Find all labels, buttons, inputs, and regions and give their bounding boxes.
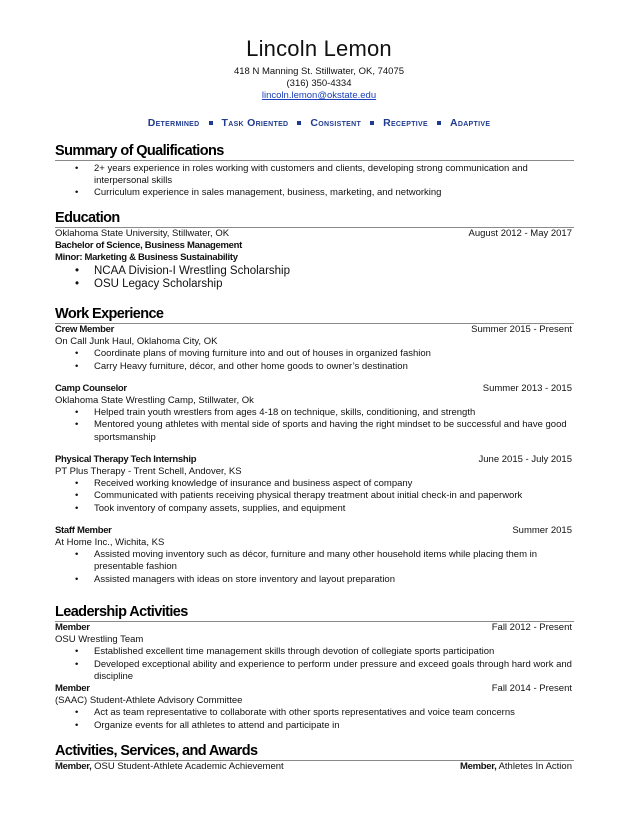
list-item: • Communicated with patients receiving physical therapy treatment about initial check-in and paperwork: [75, 490, 523, 502]
education-section: [55, 209, 574, 292]
section-title: Summary of Qualifications: [55, 142, 574, 161]
job-dates: Summer 2015 - Present: [471, 324, 572, 335]
list-item: • Carry Heavy furniture, décor, and other home goods to owner’s destination: [75, 360, 408, 372]
leadership-section: [55, 603, 574, 732]
list-item: • NCAA Division-I Wrestling Scholarship: [75, 264, 290, 277]
list-item: • Mentored young athletes with mental side of sports and having the right mindset to be successful and have good sportsmanship: [75, 419, 567, 443]
traits-bar: [0, 117, 638, 129]
trait: Task Oriented: [221, 117, 289, 129]
school-name: Oklahoma State University, Stillwater, OK: [55, 228, 230, 239]
bullet-icon: •: [75, 419, 79, 431]
section-title: Work Experience: [55, 305, 574, 324]
job-org: On Call Junk Haul, Oklahoma City, OK: [55, 336, 218, 348]
job-role: Staff Member: [55, 524, 112, 536]
trait: Determined: [147, 117, 200, 129]
bullet-icon: •: [75, 163, 79, 174]
list-item: • OSU Legacy Scholarship: [75, 278, 223, 291]
bullet-icon: •: [75, 360, 79, 372]
bullet-icon: •: [75, 264, 80, 277]
trait: Adaptive: [449, 117, 491, 129]
role-dates: Fall 2012 - Present: [491, 622, 572, 633]
bullet-icon: •: [75, 187, 79, 199]
square-bullet-icon: [370, 121, 374, 125]
list-item: • Curriculum experience in sales management, business, marketing, and networking: [75, 187, 442, 199]
bullet-icon: •: [75, 646, 79, 658]
bullet-icon: •: [75, 478, 79, 490]
email-line: [0, 90, 638, 101]
role-dates: Fall 2014 - Present: [491, 683, 572, 695]
job-role: Crew Member: [55, 324, 114, 335]
activity-right: Member, Athletes In Action: [460, 761, 572, 772]
activities-section: [55, 742, 574, 773]
bullet-icon: •: [75, 348, 79, 360]
list-item: • Act as team representative to collaborate with other sports representatives and voice team concerns: [75, 707, 515, 719]
list-item: • Assisted managers with ideas on store inventory and layout preparation: [75, 573, 396, 585]
job-header: [55, 454, 574, 466]
job-header: [55, 324, 574, 336]
job-header: [55, 525, 574, 537]
list-item: • Developed exceptional ability and experience to perform under pressure and exceed goals through hard work and discipline: [75, 658, 572, 682]
job-dates: Summer 2015: [512, 524, 572, 536]
bullet-icon: •: [75, 490, 79, 502]
section-title: Leadership Activities: [55, 603, 574, 622]
role-title: Member: [55, 622, 90, 633]
activity-left: Member, OSU Student-Athlete Academic Achievement: [55, 761, 284, 772]
list-item: • Received working knowledge of insurance and business aspect of company: [75, 478, 413, 490]
section-title: Activities, Services, and Awards: [55, 742, 574, 761]
job-dates: June 2015 - July 2015: [478, 453, 572, 465]
role-header: [55, 683, 574, 695]
degree: Bachelor of Science, Business Management: [55, 240, 243, 252]
section-title: Education: [55, 209, 574, 228]
job-header: [55, 383, 574, 395]
bullet-icon: •: [75, 407, 79, 419]
list-item: • Assisted moving inventory such as décor, furniture and many other household items while placing them in presentable fashion: [75, 549, 538, 573]
job-role: Camp Counselor: [55, 382, 127, 394]
bullet-icon: •: [75, 707, 79, 719]
bullet-icon: •: [75, 719, 79, 731]
job-org: PT Plus Therapy - Trent Schell, Andover, KS: [55, 466, 242, 478]
bullet-icon: •: [75, 502, 79, 514]
square-bullet-icon: [437, 121, 441, 125]
role-title: Member: [55, 683, 90, 695]
list-item: • Coordinate plans of moving furniture into and out of houses in organized fashion: [75, 348, 431, 360]
bullet-icon: •: [75, 278, 80, 291]
summary-section: [55, 142, 574, 200]
list-item: • 2+ years experience in roles working with customers and clients, developing strong communication and interpersonal skills: [75, 163, 528, 187]
email-link[interactable]: lincoln.lemon@okstate.edu: [261, 90, 377, 101]
trait: Consistent: [310, 117, 362, 129]
school-line: [55, 228, 574, 240]
list-item: • Established excellent time management skills through devotion of collegiate sports participation: [75, 646, 495, 658]
list-item: • Helped train youth wrestlers from ages 4-18 on technique, skills, conditioning, and strength: [75, 407, 476, 419]
square-bullet-icon: [209, 121, 213, 125]
candidate-name: Lincoln Lemon: [246, 36, 392, 61]
bullet-icon: •: [75, 658, 79, 670]
job-org: At Home Inc., Wichita, KS: [55, 537, 165, 549]
work-section: [55, 305, 574, 586]
phone-line: (316) 350-4334: [286, 78, 352, 89]
role-org: (SAAC) Student-Athlete Advisory Committee: [55, 695, 243, 707]
bullet-icon: •: [75, 549, 79, 561]
trait: Receptive: [383, 117, 428, 129]
education-dates: August 2012 - May 2017: [468, 228, 572, 239]
job-role: Physical Therapy Tech Internship: [55, 453, 197, 465]
address-line: 418 N Manning St. Stillwater, OK, 74075: [233, 66, 405, 77]
list-item: • Took inventory of company assets, supplies, and equipment: [75, 502, 346, 514]
job-dates: Summer 2013 - 2015: [482, 382, 572, 394]
square-bullet-icon: [297, 121, 301, 125]
job-org: Oklahoma State Wrestling Camp, Stillwater, Ok: [55, 395, 254, 407]
role-org: OSU Wrestling Team: [55, 634, 144, 646]
bullet-icon: •: [75, 573, 79, 585]
list-item: • Organize events for all athletes to attend and participate in: [75, 719, 340, 731]
role-header: [55, 622, 574, 634]
activities-line: [55, 761, 574, 773]
minor: Minor: Marketing & Business Sustainability: [55, 252, 238, 264]
